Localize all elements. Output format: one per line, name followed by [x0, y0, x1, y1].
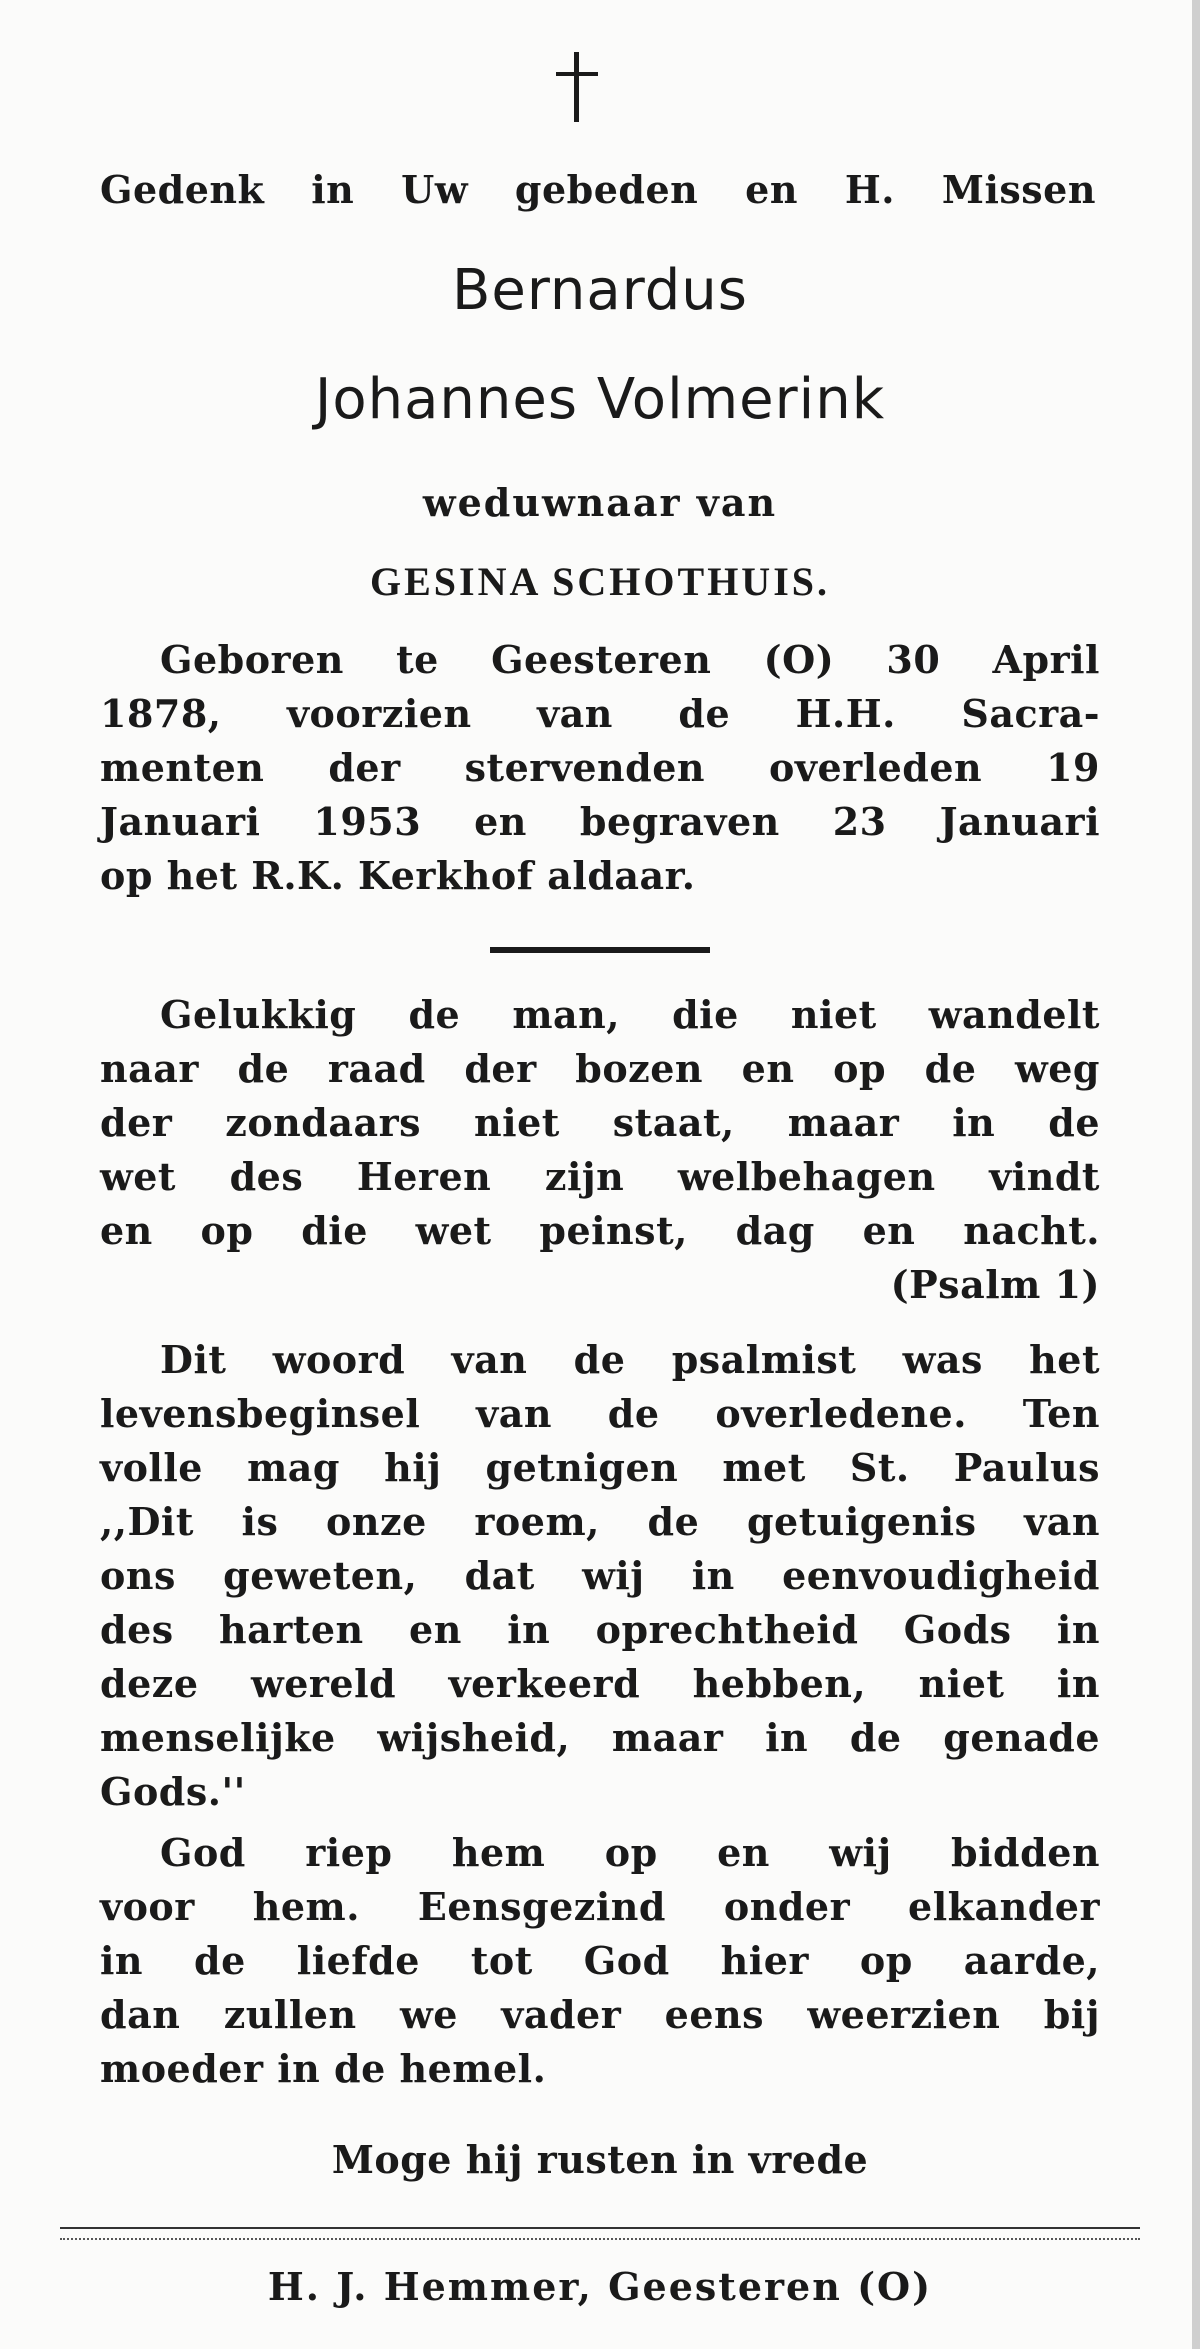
reflection-line-5: ons geweten, dat wij in eenvoudigheid [100, 1553, 1100, 1598]
widower-of-label: weduwnaar van [422, 480, 778, 525]
prayer-line-5: moeder in de hemel. [100, 2046, 547, 2091]
psalm-line-1: Gelukkig de man, die niet wandelt [160, 992, 1100, 1037]
printer-imprint: H. J. Hemmer, Geesteren (O) [267, 2264, 933, 2309]
prayer-line-4: dan zullen we vader eens weerzien bij [100, 1992, 1100, 2037]
deceased-first-name: Bernardus [452, 258, 748, 323]
footer-divider [60, 2227, 1140, 2229]
prayer-line-2: voor hem. Eensgezind onder elkander [100, 1884, 1100, 1929]
biography-line-2: 1878, voorzien van de H.H. Sacra- [100, 691, 1100, 736]
biography-line-1: Geboren te Geesteren (O) 30 April [160, 637, 1100, 682]
cross-icon [556, 52, 598, 122]
psalm-line-2: naar de raad der bozen en op de weg [100, 1046, 1100, 1091]
psalm-line-4: wet des Heren zijn welbehagen vindt [100, 1154, 1100, 1199]
reflection-line-1: Dit woord van de psalmist was het [160, 1337, 1100, 1382]
reflection-line-8: menselijke wijsheid, maar in de genade [100, 1715, 1100, 1760]
psalm-line-5: en op die wet peinst, dag en nacht. [100, 1208, 1100, 1253]
deceased-full-name: Johannes Volmerink [314, 367, 886, 432]
reflection-line-4: ,,Dit is onze roem, de getuigenis van [100, 1499, 1100, 1544]
biography-line-4: Januari 1953 en begraven 23 Januari [100, 799, 1100, 844]
biography-line-3: menten der stervenden overleden 19 [100, 745, 1100, 790]
header-line: Gedenk in Uw gebeden en H. Missen [100, 167, 1096, 212]
divider-rule [490, 947, 710, 953]
closing-line: Moge hij rusten in vrede [331, 2137, 869, 2182]
reflection-line-3: volle mag hij getnigen met St. Paulus [100, 1445, 1100, 1490]
psalm-line-3: der zondaars niet staat, maar in de [100, 1100, 1100, 1145]
reflection-line-9: Gods.'' [100, 1769, 246, 1814]
reflection-line-2: levensbeginsel van de overledene. Ten [100, 1391, 1100, 1436]
reflection-line-7: deze wereld verkeerd hebben, niet in [100, 1661, 1100, 1706]
footer-divider-dotted [60, 2238, 1140, 2240]
spouse-name: GESINA SCHOTHUIS. [369, 559, 831, 604]
psalm-reference: (Psalm 1) [890, 1262, 1100, 1307]
prayer-line-3: in de liefde tot God hier op aarde, [100, 1938, 1100, 1983]
biography-line-5: op het R.K. Kerkhof aldaar. [100, 853, 696, 898]
prayer-line-1: God riep hem op en wij bidden [160, 1830, 1100, 1875]
reflection-line-6: des harten en in oprechtheid Gods in [100, 1607, 1100, 1652]
